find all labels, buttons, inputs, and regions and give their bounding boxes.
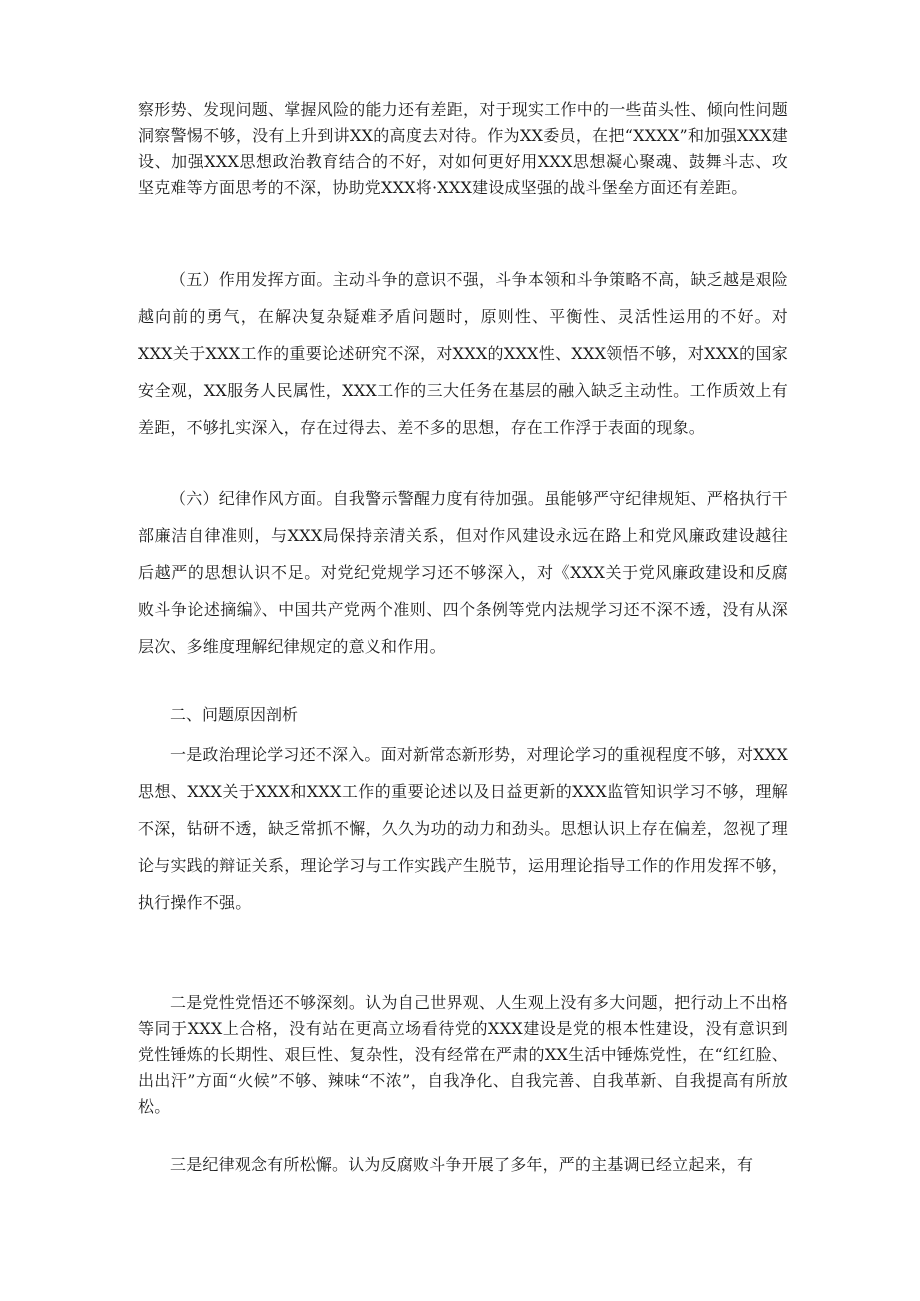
paragraph-section-five: （五）作用发挥方面。主动斗争的意识不强，斗争本领和斗争策略不高，缺乏越是艰险越向前的勇气，在解决复杂疑难矛盾问题时，原则性、平衡性、灵活性运用的不好。对XXX关于XXX工作的重要论述研究不深，对XXX的XXX性、XXX领悟不够，对XXX的国家安全观，XX服务人民属性，XXX工作的三大任务在基层的融入缺乏主动性。工作质效上有差距，不够扎实深入，存在过得去、差不多的思想，存在工作浮于表面的现象。 xyxy=(138,270,788,437)
section-heading-two: 二、问题原因剖析 xyxy=(170,705,299,724)
paragraph-reason-three: 三是纪律观念有所松懈。认为反腐败斗争开展了多年，严的主基调已经立起来，有 xyxy=(170,1155,754,1174)
paragraph-continued: 察形势、发现问题、掌握风险的能力还有差距，对于现实工作中的一些苗头性、倾向性问题洞察警惕不够，没有上升到讲XX的高度去对待。作为XX委员，在把“XXXX”和加强XXX建设、加强XXX思想政治教育结合的不好，对如何更好用XXX思想凝心聚魂、鼓舞斗志、攻坚克难等方面思考的不深，协助党XXX将·XXX建设成坚强的战斗堡垒方面还有差距。 xyxy=(138,100,788,197)
paragraph-reason-two: 二是党性党悟还不够深刻。认为自己世界观、人生观上没有多大问题，把行动上不出格等同于XXX上合格，没有站在更高立场看待党的XXX建设是党的根本性建设，没有意识到党性锤炼的长期性、艰巨性、复杂性，没有经常在严肃的XX生活中锤炼党性，在“红红脸、出出汗”方面“火候”不够、辣味“不浓”，自我净化、自我完善、自我革新、自我提高有所放松。 xyxy=(138,993,788,1116)
paragraph-reason-one: 一是政治理论学习还不深入。面对新常态新形势，对理论学习的重视程度不够，对XXX思想、XXX关于XXX和XXX工作的重要论述以及日益更新的XXX监管知识学习不够，理解不深，钻研不透，缺乏常抓不懈，久久为功的动力和劲头。思想认识上存在偏差，忽视了理论与实践的辩证关系，理论学习与工作实践产生脱节，运用理论指导工作的作用发挥不够，执行操作不强。 xyxy=(138,745,788,912)
paragraph-section-six: （六）纪律作风方面。自我警示警醒力度有待加强。虽能够严守纪律规矩、严格执行干部廉洁自律准则，与XXX局保持亲清关系，但对作风建设永远在路上和党风廉政建设越往后越严的思想认识不足。对党纪党规学习还不够深入，对《XXX关于党风廉政建设和反腐败斗争论述摘编》、中国共产党两个准则、四个条例等党内法规学习还不深不透，没有从深层次、多维度理解纪律规定的意义和作用。 xyxy=(138,489,788,656)
